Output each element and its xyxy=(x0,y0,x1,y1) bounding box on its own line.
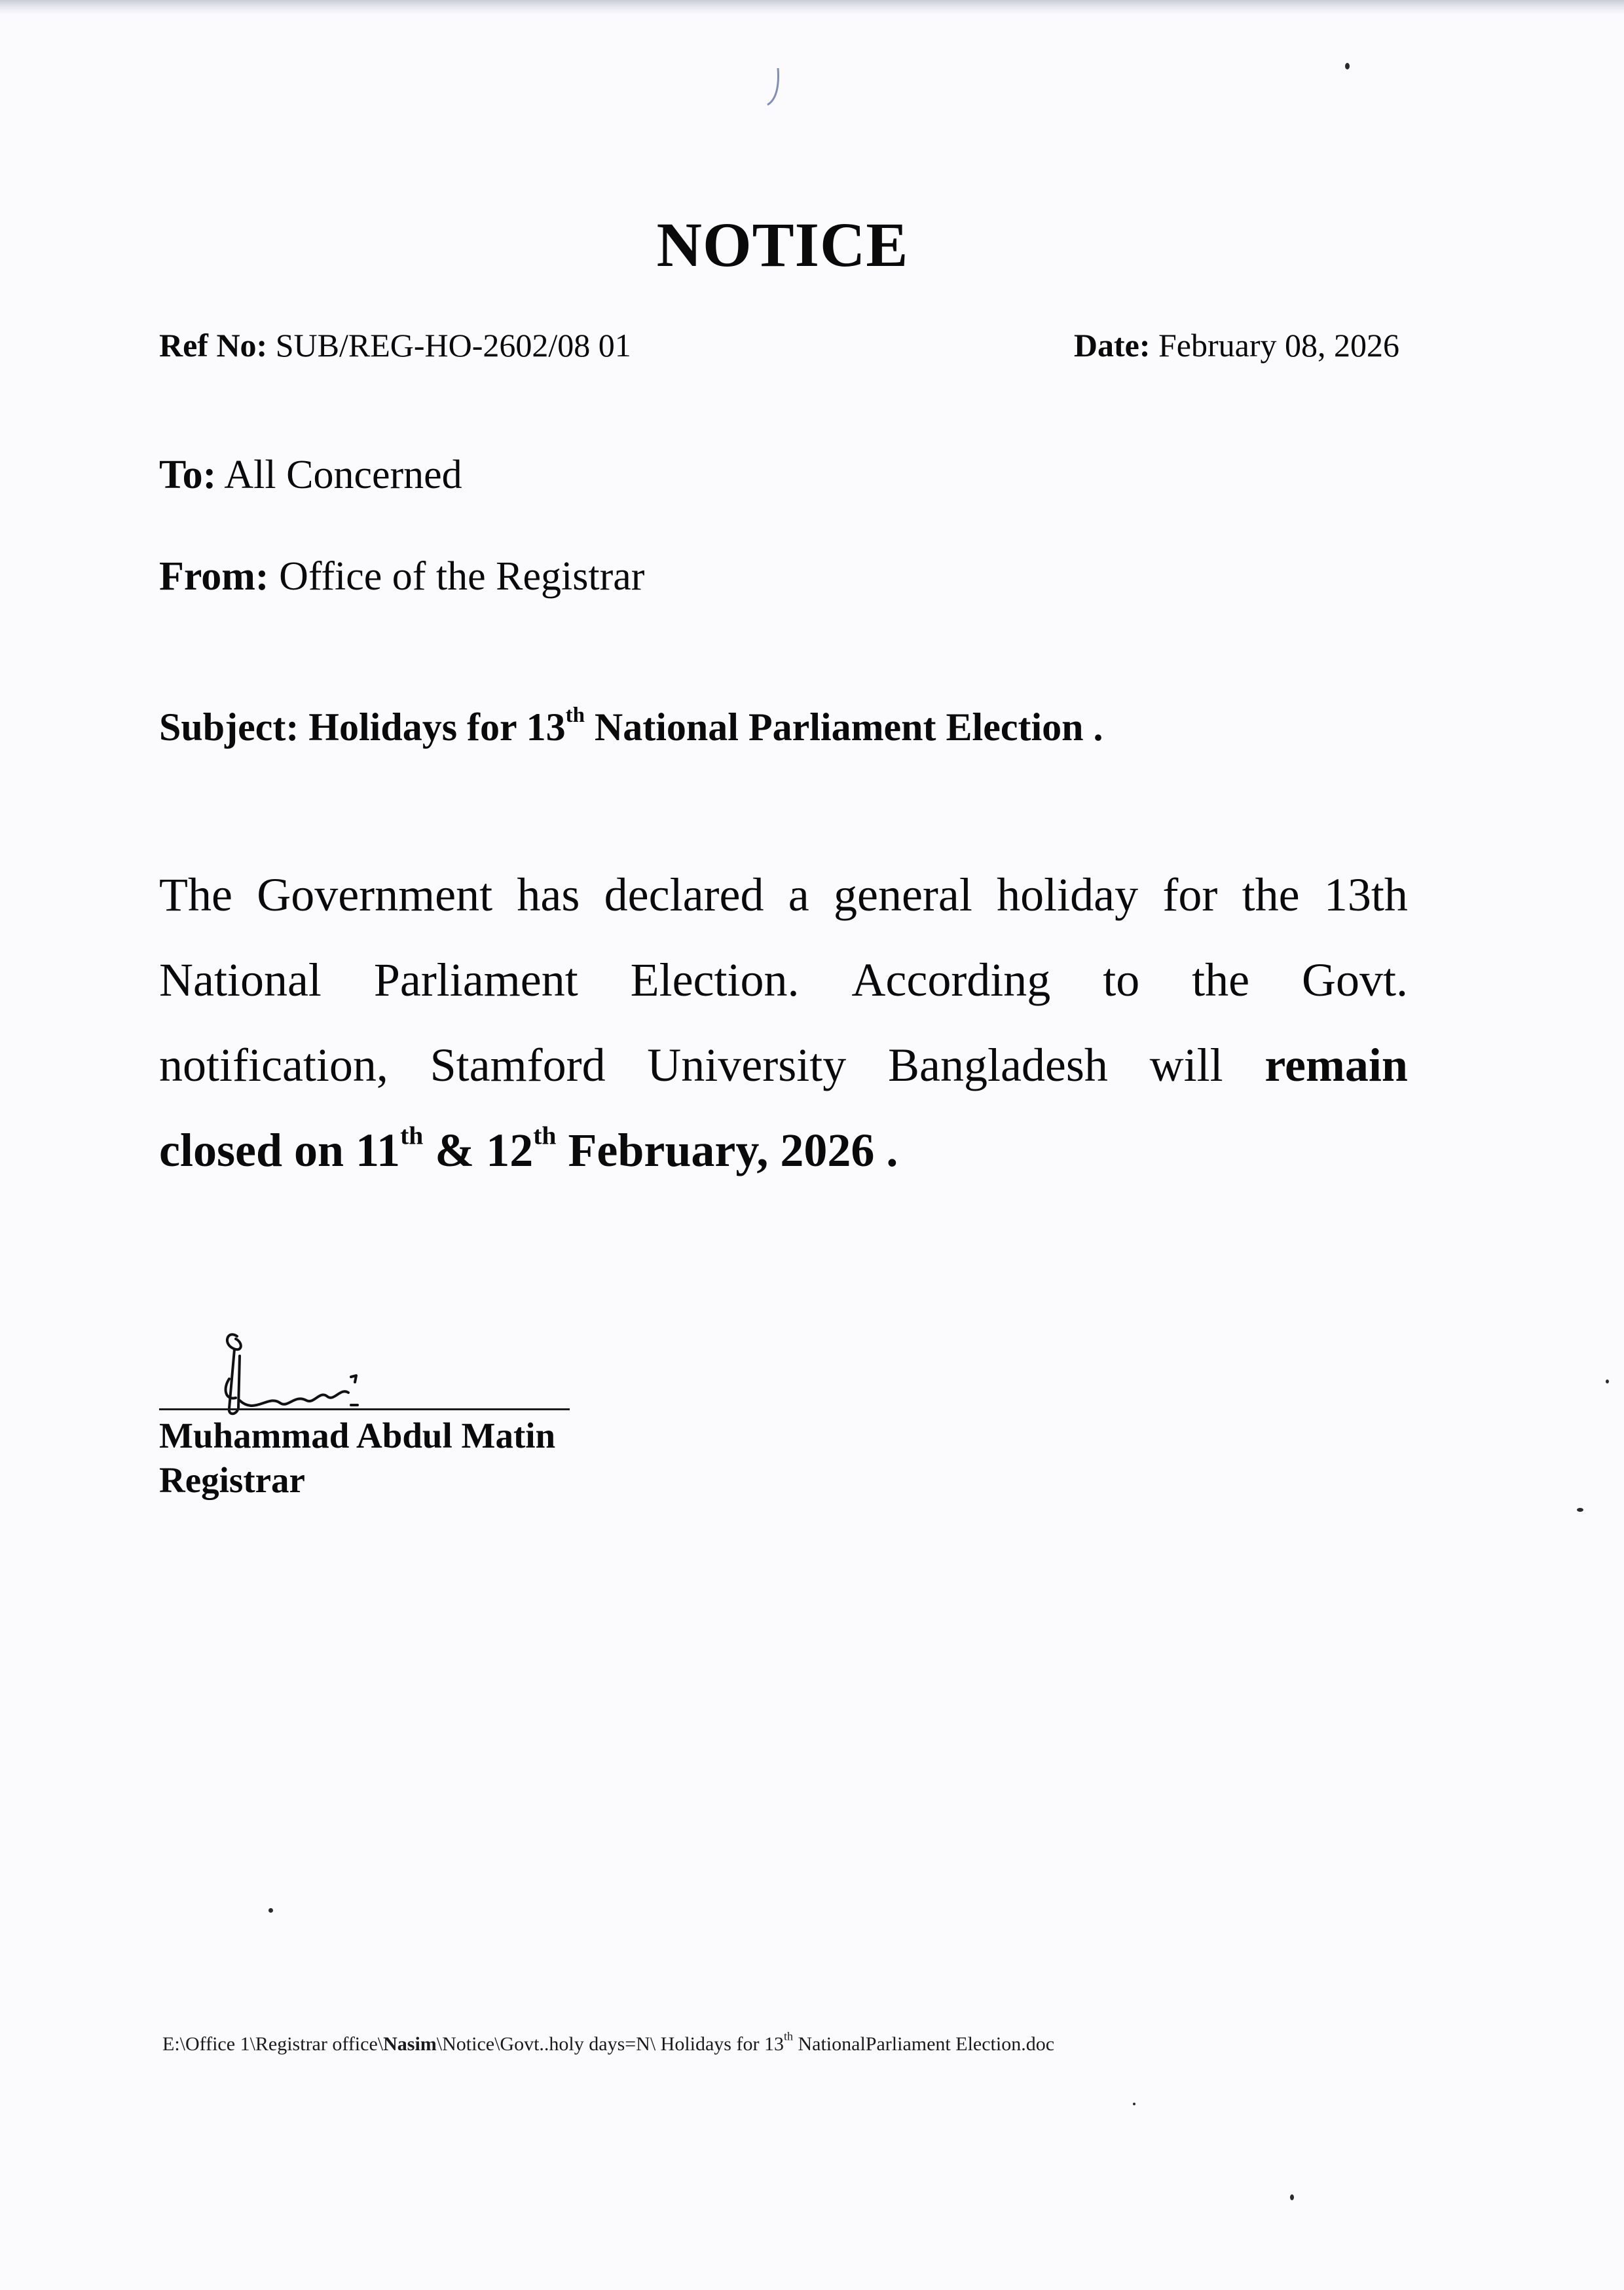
body-word: Election. xyxy=(630,954,800,1006)
body-word: to xyxy=(1103,954,1140,1006)
signatory-title: Registrar xyxy=(159,1460,305,1500)
body-word: notification, xyxy=(159,1039,388,1091)
body-line-3 xyxy=(159,1038,1408,1093)
body-word: National xyxy=(159,954,322,1006)
closure-ordinal-1: th xyxy=(400,1121,424,1150)
body-word: holiday xyxy=(997,869,1139,921)
subject-line xyxy=(159,705,1103,750)
body-line-1 xyxy=(159,868,1408,922)
handwritten-signature xyxy=(196,1317,419,1428)
body-word: the xyxy=(1242,869,1300,921)
body-word: will xyxy=(1149,1039,1223,1091)
ref-value: SUB/REG-HO-2602/08 01 xyxy=(267,327,631,364)
subject-prefix: Subject: Holidays for 13 xyxy=(159,705,566,749)
to-value: All Concerned xyxy=(216,453,462,497)
body-word: 13th xyxy=(1323,869,1408,921)
footer-path-part: NationalParliament Election.doc xyxy=(792,2033,1055,2055)
from-label: From: xyxy=(159,554,269,599)
date-value: February 08, 2026 xyxy=(1150,327,1399,364)
scan-top-edge xyxy=(0,0,1624,14)
reference-number xyxy=(159,326,631,364)
body-word: Parliament xyxy=(373,954,578,1006)
body-word: a xyxy=(788,869,809,921)
body-word: has xyxy=(517,869,580,921)
speck xyxy=(1133,2103,1135,2105)
closure-part-3: February, 2026 . xyxy=(556,1124,898,1176)
subject-suffix: National Parliament Election . xyxy=(584,705,1103,749)
from-value: Office of the Registrar xyxy=(268,554,645,599)
notice-title: NOTICE xyxy=(656,210,909,280)
subject-ordinal: th xyxy=(565,703,585,727)
body-word: for xyxy=(1162,869,1218,921)
signatory-name: Muhammad Abdul Matin xyxy=(159,1416,556,1455)
body-word: According xyxy=(851,954,1051,1006)
body-word: Bangladesh xyxy=(887,1039,1108,1091)
body-word: the xyxy=(1192,954,1250,1006)
body-word: University xyxy=(647,1039,847,1091)
notice-date xyxy=(1074,326,1399,364)
footer-path-part: \Notice\Govt..holy days=N\ Holidays for 13 xyxy=(436,2033,784,2055)
body-word: Stamford xyxy=(430,1039,606,1091)
signature-line xyxy=(159,1408,570,1410)
to-label: To: xyxy=(159,453,217,497)
body-word: Government xyxy=(257,869,493,921)
body-word: general xyxy=(834,869,972,921)
body-word-bold: remain xyxy=(1264,1039,1408,1091)
pen-mark xyxy=(760,66,786,111)
speck xyxy=(268,1908,273,1913)
recipient-line xyxy=(159,452,462,498)
closure-part-1: closed on 11 xyxy=(159,1124,401,1176)
speck xyxy=(1345,63,1350,69)
date-label: Date: xyxy=(1073,327,1151,364)
speck xyxy=(1290,2194,1294,2200)
body-word: The xyxy=(159,869,232,921)
closure-part-2: & 12 xyxy=(423,1124,534,1176)
sender-line xyxy=(159,554,644,600)
footer-path-ordinal: th xyxy=(783,2029,793,2043)
body-line-2 xyxy=(159,953,1408,1007)
closure-ordinal-2: th xyxy=(533,1121,557,1150)
footer-path-part: E:\Office 1\Registrar office\ xyxy=(162,2033,384,2055)
file-path-footer xyxy=(162,2029,1055,2055)
body-word: declared xyxy=(604,869,764,921)
body-line-4 xyxy=(159,1123,1408,1178)
body-word: Govt. xyxy=(1301,954,1408,1006)
speck xyxy=(1577,1508,1583,1512)
footer-path-bold: Nasim xyxy=(383,2033,437,2055)
speck xyxy=(1606,1380,1609,1383)
ref-label: Ref No: xyxy=(159,327,268,364)
